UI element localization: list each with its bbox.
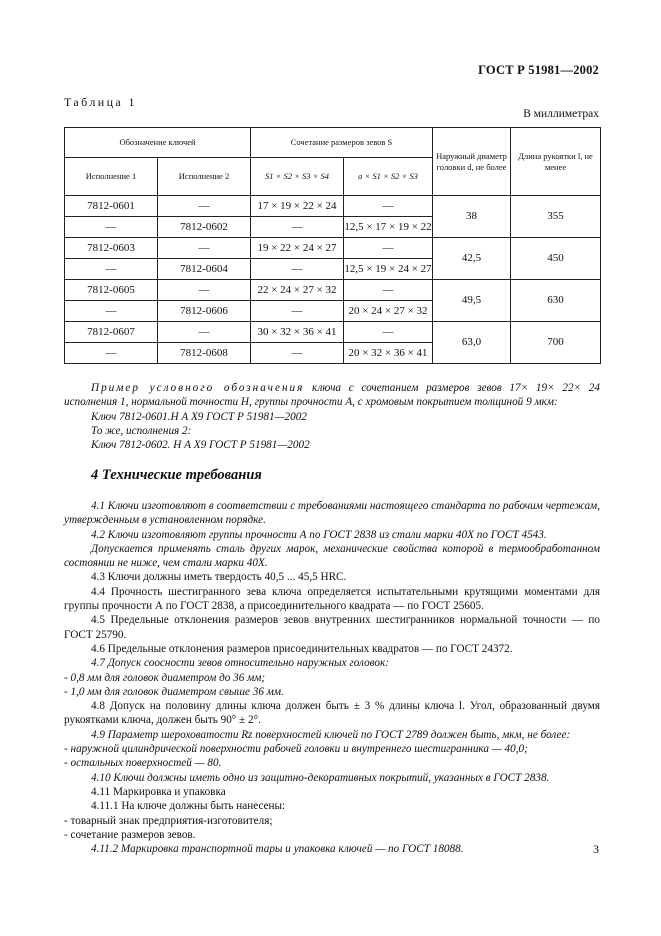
req-4-11-2: 4.11.2 Маркировка транспортной тары и упаковка ключей — по ГОСТ 18088.	[91, 843, 464, 856]
example-code-2: Ключ 7812-0602. Н А Х9 ГОСТ Р 51981—2002	[91, 439, 310, 452]
cell-diameter: 38	[433, 196, 511, 238]
req-4-2b: Допускается применять сталь других марок, механические свойства которой в термообработанном состоянии не ниже, чем стали марки 40Х.	[64, 542, 600, 570]
header-outer-diameter: Наружный диаметр головки d, не более	[433, 128, 511, 196]
header-version-2: Исполнение 2	[158, 158, 251, 196]
table-row	[65, 322, 601, 343]
req-4-11: 4.11 Маркировка и упаковка	[91, 785, 226, 798]
cell-version2: —	[158, 322, 251, 343]
example-text: ключа с сочетанием размеров зевов 17× 19× 22× 24 исполнения 1, нормальной точности Н, группы прочности А, с хромовым покрытием толщиной 9 мкм:	[64, 382, 600, 409]
cell-combination-1: —	[251, 343, 344, 364]
req-4-11-1b: - сочетание размеров зевов.	[64, 828, 196, 841]
req-4-2: 4.2 Ключи изготовляют группы прочности А по ГОСТ 2838 из стали марки 40Х по ГОСТ 4543.	[91, 528, 547, 541]
cell-diameter: 49,5	[433, 280, 511, 322]
header-combination: Сочетание размеров зевов S	[251, 128, 433, 158]
header-designation: Обозначение ключей	[65, 128, 251, 158]
table-row	[65, 196, 601, 217]
cell-version1: 7812-0605	[65, 280, 158, 301]
cell-combination-1: —	[251, 217, 344, 238]
cell-combination-1: 30 × 32 × 36 × 41	[251, 322, 344, 343]
table-caption: Таблица 1	[64, 95, 137, 109]
cell-combination-1: —	[251, 259, 344, 280]
standard-code: ГОСТ Р 51981—2002	[478, 63, 599, 77]
req-4-6: 4.6 Предельные отклонения размеров присоединительных квадратов — по ГОСТ 24372.	[91, 642, 513, 655]
cell-version1: 7812-0601	[65, 196, 158, 217]
req-4-11-1: 4.11.1 На ключе должны быть нанесены:	[91, 800, 286, 813]
cell-version1: 7812-0603	[65, 238, 158, 259]
cell-version2: —	[158, 238, 251, 259]
req-4-9b: - остальных поверхностей — 80.	[64, 757, 222, 770]
req-4-1: 4.1 Ключи изготовляют в соответствии с требованиями настоящего стандарта по рабочим чертежам, утвержденным в установленном порядке.	[64, 500, 600, 527]
example-label: Пример условного обозначения	[91, 382, 305, 394]
cell-version1: —	[65, 259, 158, 280]
cell-length: 355	[511, 196, 601, 238]
spec-table	[64, 127, 601, 364]
cell-version1: —	[65, 217, 158, 238]
section-title: 4 Технические требования	[91, 467, 262, 483]
header-handle-length: Длина рукоятки l, не менее	[511, 128, 601, 196]
req-4-5: 4.5 Предельные отклонения размеров зевов внутренних шестигранников нормальной точности — по ГОСТ 25790.	[64, 614, 600, 641]
cell-combination-1: 19 × 22 × 24 × 27	[251, 238, 344, 259]
cell-combination-1: 22 × 24 × 27 × 32	[251, 280, 344, 301]
req-4-11-1a: - товарный знак предприятия-изготовителя;	[64, 814, 273, 827]
page-number: 3	[593, 842, 599, 856]
cell-combination-2: 12,5 × 17 × 19 × 22	[344, 217, 433, 238]
req-4-3: 4.3 Ключи должны иметь твердость 40,5 ... 45,5 HRC.	[91, 571, 347, 584]
cell-version2: 7812-0606	[158, 301, 251, 322]
cell-version1: —	[65, 301, 158, 322]
header-formula-2: a × S1 × S2 × S3	[344, 158, 433, 196]
cell-version2: —	[158, 196, 251, 217]
req-4-4: 4.4 Прочность шестигранного зева ключа определяется испытательными крутящими моментами для группы прочности А по ГОСТ 2838, а присоединительного квадрата — по ГОСТ 25605.	[64, 585, 600, 613]
req-4-7a: - 0,8 мм для головок диаметром до 36 мм;	[64, 671, 266, 684]
req-4-9: 4.9 Параметр шероховатости Rz поверхностей ключей по ГОСТ 2789 должен быть, мкм, не более:	[91, 728, 571, 741]
req-4-7: 4.7 Допуск соосности зевов относительно наружных головок:	[91, 657, 389, 670]
cell-combination-2: —	[344, 196, 433, 217]
table-row	[65, 238, 601, 259]
cell-length: 630	[511, 280, 601, 322]
cell-length: 700	[511, 322, 601, 364]
cell-combination-2: —	[344, 238, 433, 259]
example-paragraph	[64, 381, 600, 410]
table-units: В миллиметрах	[523, 108, 599, 120]
header-formula-1: S1 × S2 × S3 × S4	[251, 158, 344, 196]
cell-version2: 7812-0602	[158, 217, 251, 238]
cell-version1: 7812-0607	[65, 322, 158, 343]
cell-length: 450	[511, 238, 601, 280]
req-4-10: 4.10 Ключи должны иметь одно из защитно-декоративных покрытий, указанных в ГОСТ 2838.	[91, 771, 550, 784]
table-row	[65, 280, 601, 301]
cell-version1: —	[65, 343, 158, 364]
cell-combination-2: —	[344, 280, 433, 301]
requirements-body	[64, 499, 600, 856]
cell-combination-2: —	[344, 322, 433, 343]
cell-diameter: 63,0	[433, 322, 511, 364]
example-code-1: Ключ 7812-0601.Н А Х9 ГОСТ Р 51981—2002	[91, 410, 307, 423]
cell-diameter: 42,5	[433, 238, 511, 280]
req-4-8: 4.8 Допуск на половину длины ключа должен быть ± 3 % длины ключа l. Угол, образованный двумя рукоятками ключа, должен быть 90° ± 2°.	[64, 700, 600, 727]
cell-combination-2: 20 × 32 × 36 × 41	[344, 343, 433, 364]
cell-version2: 7812-0608	[158, 343, 251, 364]
cell-combination-2: 12,5 × 19 × 24 × 27	[344, 259, 433, 280]
cell-version2: 7812-0604	[158, 259, 251, 280]
example-same: То же, исполнения 2:	[91, 424, 192, 437]
cell-combination-1: —	[251, 301, 344, 322]
cell-version2: —	[158, 280, 251, 301]
cell-combination-1: 17 × 19 × 22 × 24	[251, 196, 344, 217]
req-4-7b: - 1,0 мм для головок диаметром свыше 36 мм.	[64, 685, 284, 698]
req-4-9a: - наружной цилиндрической поверхности рабочей головки и внутреннего шестигранника — 40,0;	[64, 743, 528, 756]
header-version-1: Исполнение 1	[65, 158, 158, 196]
designation-example	[64, 381, 600, 452]
cell-combination-2: 20 × 24 × 27 × 32	[344, 301, 433, 322]
